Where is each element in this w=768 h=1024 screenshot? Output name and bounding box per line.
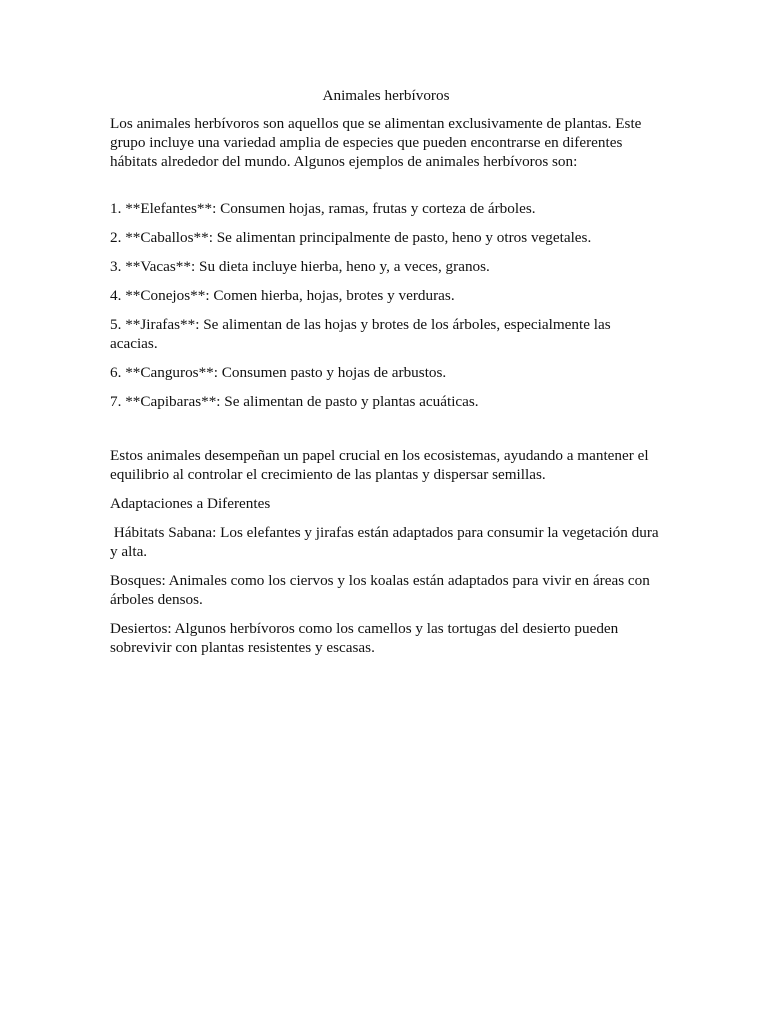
list-item-caballos: 2. **Caballos**: Se alimentan principalmente de pasto, heno y otros vegetales. <box>110 229 592 246</box>
list-item-capibaras: 7. **Capibaras**: Se alimentan de pasto y plantas acuáticas. <box>110 393 479 410</box>
adaptations-heading: Adaptaciones a Diferentes <box>110 495 271 512</box>
closing-paragraph: Estos animales desempeñan un papel crucial en los ecosistemas, ayudando a mantener el equilibrio al controlar el crecimiento de las plantas y dispersar semillas. <box>110 447 649 483</box>
blank-line <box>110 180 662 199</box>
list-item-conejos: 4. **Conejos**: Comen hierba, hojas, brotes y verduras. <box>110 287 455 304</box>
document-body <box>110 86 662 667</box>
list-item-elefantes: 1. **Elefantes**: Consumen hojas, ramas, frutas y corteza de árboles. <box>110 200 536 217</box>
habitat-sabana-paragraph: Hábitats Sabana: Los elefantes y jirafas están adaptados para consumir la vegetación dura y alta. <box>110 524 663 560</box>
list-item-vacas: 3. **Vacas**: Su dieta incluye hierba, heno y, a veces, granos. <box>110 258 490 275</box>
document-title: Animales herbívoros <box>322 87 450 104</box>
intro-paragraph: Los animales herbívoros son aquellos que se alimentan exclusivamente de plantas. Este grupo incluye una variedad amplia de especies que pueden encontrarse en diferentes hábitats alrededor del mundo. Algunos ejemplos de animales herbívoros son: <box>110 115 642 170</box>
herbivore-list <box>110 199 662 411</box>
list-item-jirafas: 5. **Jirafas**: Se alimentan de las hojas y brotes de los árboles, especialmente las acacias. <box>110 316 611 352</box>
habitat-bosques-paragraph: Bosques: Animales como los ciervos y los koalas están adaptados para vivir en áreas con árboles densos. <box>110 572 650 608</box>
habitat-desiertos-paragraph: Desiertos: Algunos herbívoros como los camellos y las tortugas del desierto pueden sobrevivir con plantas resistentes y escasas. <box>110 620 619 656</box>
blank-line <box>110 421 662 446</box>
list-item-canguros: 6. **Canguros**: Consumen pasto y hojas de arbustos. <box>110 364 447 381</box>
